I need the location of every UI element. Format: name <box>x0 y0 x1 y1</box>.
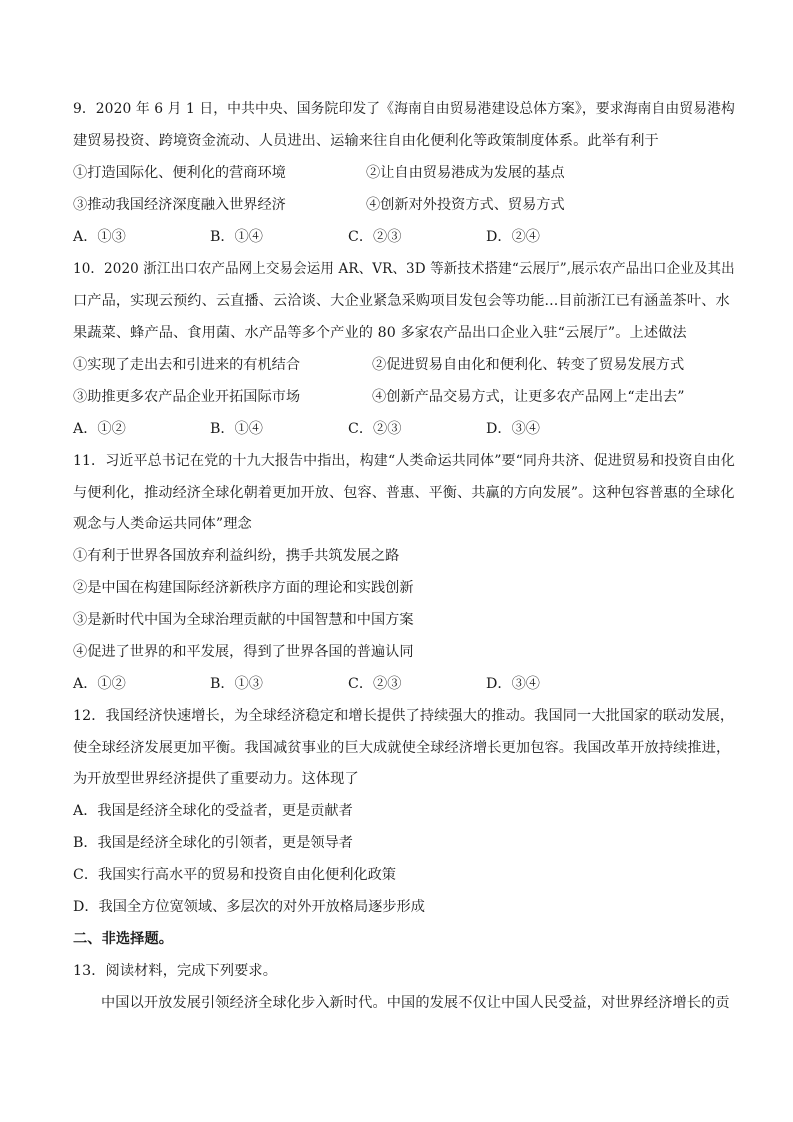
q11-choice-d: D．③④ <box>486 676 540 692</box>
q9-choice-c: C．②③ <box>348 229 402 245</box>
q11-stem-line2: 与便利化，推动经济全球化朝着更加开放、包容、普惠、平衡、共赢的方向发展”。这种包容普惠的全球化 <box>73 485 735 501</box>
q9-choice-d: D．②④ <box>486 229 540 245</box>
q10-choice-a: A．①② <box>73 421 126 437</box>
q9-item-1: ①打造国际化、便利化的营商环境 <box>73 165 286 181</box>
q12-option-d: D．我国全方位宽领域、多层次的对外开放格局逐步形成 <box>73 899 425 915</box>
q9-stem-line2: 建贸易投资、跨境资金流动、人员进出、运输来往自由化便利化等政策制度体系。此举有利于 <box>73 133 659 149</box>
q11-item-4: ④促进了世界的和平发展，得到了世界各国的普遍认同 <box>73 644 414 660</box>
q9-item-3: ③推动我国经济深度融入世界经济 <box>73 197 286 213</box>
q10-item-1: ①实现了走出去和引进来的有机结合 <box>73 357 301 373</box>
q9-choice-b: B．①④ <box>210 229 263 245</box>
q11-choice-c: C．②③ <box>348 676 402 692</box>
q11-item-1: ①有利于世界各国放弃利益纠纷，携手共筑发展之路 <box>73 548 400 564</box>
q10-choice-d: D．③④ <box>486 421 540 437</box>
q13-material-line1: 中国以开放发展引领经济全球化步入新时代。中国的发展不仅让中国人民受益，对世界经济增长的贡 <box>101 995 730 1011</box>
q11-choice-b: B．①③ <box>210 676 263 692</box>
q10-stem-line1: 10．2020 浙江出口农产品网上交易会运用 AR、VR、3D 等新技术搭建“云展厅”,展示农产品出口企业及其出 <box>73 261 735 277</box>
q10-item-4: ④创新产品交易方式，让更多农产品网上“走出去” <box>372 389 685 405</box>
q10-item-3: ③助推更多农产品企业开拓国际市场 <box>73 389 301 405</box>
q11-choice-a: A．①② <box>73 676 126 692</box>
q13-stem: 13．阅读材料，完成下列要求。 <box>73 963 277 979</box>
q10-choice-c: C．②③ <box>348 421 402 437</box>
q10-item-2: ②促进贸易自由化和便利化、转变了贸易发展方式 <box>372 357 685 373</box>
q9-item-4: ④创新对外投资方式、贸易方式 <box>366 197 565 213</box>
q11-item-2: ②是中国在构建国际经济新秩序方面的理论和实践创新 <box>73 580 414 596</box>
q12-stem-line3: 为开放型世界经济提供了重要动力。这体现了 <box>73 771 359 787</box>
q12-option-a: A．我国是经济全球化的受益者，更是贡献者 <box>73 803 353 819</box>
q12-option-c: C．我国实行高水平的贸易和投资自由化便利化政策 <box>73 867 396 883</box>
q9-stem-line1: 9．2020 年 6 月 1 日，中共中央、国务院印发了《海南自由贸易港建设总体方案》，要求海南自由贸易港构 <box>73 101 735 117</box>
q11-stem-line1: 11．习近平总书记在党的十九大报告中指出，构建“人类命运共同体”要“同舟共济、促进贸易和投资自由化 <box>73 453 735 469</box>
q10-choice-b: B．①④ <box>210 421 263 437</box>
q10-stem-line2: 口产品，实现云预约、云直播、云洽谈、大企业紧急采购项目发包会等功能...目前浙江已有涵盖茶叶、水 <box>73 293 730 309</box>
q9-item-2: ②让自由贸易港成为发展的基点 <box>366 165 565 181</box>
q10-stem-line3: 果蔬菜、蜂产品、食用菌、水产品等多个产业的 80 多家农产品出口企业入驻“云展厅”。上述做法 <box>73 325 687 341</box>
q12-stem-line2: 使全球经济发展更加平衡。我国减贫事业的巨大成就使全球经济增长更加包容。我国改革开放持续推进， <box>73 740 731 756</box>
section-heading: 二、非选择题。 <box>73 931 174 947</box>
q11-stem-line3: 观念与人类命运共同体”理念 <box>73 516 252 532</box>
q12-stem-line1: 12．我国经济快速增长，为全球经济稳定和增长提供了持续强大的推动。我国同一大批国家的联动发展， <box>73 708 735 724</box>
q12-option-b: B．我国是经济全球化的引领者，更是领导者 <box>73 835 353 851</box>
q9-choice-a: A．①③ <box>73 229 126 245</box>
q11-item-3: ③是新时代中国为全球治理贡献的中国智慧和中国方案 <box>73 612 414 628</box>
